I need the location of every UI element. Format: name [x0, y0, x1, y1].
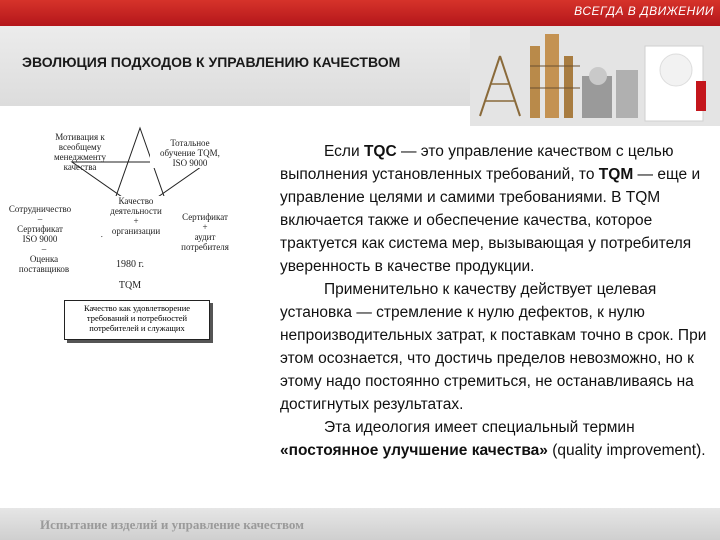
- training-label: Тотальное обучение TQM, ISO 9000: [150, 138, 230, 168]
- main-text: [280, 140, 710, 462]
- paragraph-zero-defects: Применительно к качеству действует целевая установка — стремление к нулю дефектов, к нулю непроизводительных затрат, к поставкам точно в срок. При этом осознается, что достичь пределов невозможно, но к этому надо постоянно стремиться, не останавливаясь на достигнутых результатах.: [280, 281, 707, 413]
- top-brand-bar: [0, 0, 720, 26]
- brand-slogan: ВСЕГДА В ДВИЖЕНИИ: [574, 4, 714, 18]
- paragraph-tqc-tqm: Если TQC — это управление качеством с целью выполнения установленных требований, то TQM — еще и управление целями и самими требованиями. В TQM включается также и обеспечение качества, которое трактуется как система мер, вызывающая у потребителя уверенность в качестве продукции.: [280, 143, 701, 275]
- supplier-rating-label: – Оценка поставщиков: [4, 244, 84, 274]
- cooperation-label: Сотрудничество – Сертификат ISO 9000: [0, 204, 80, 244]
- tqm-definition-box: Качество как удовлетворение требований и потребностей потребителей и служащих: [64, 300, 210, 340]
- center-label: Качество деятельности + организации: [96, 196, 176, 236]
- paragraph-continuous-improvement: Эта идеология имеет специальный термин «постоянное улучшение качества» (quality improvement).: [280, 419, 706, 459]
- motivation-label: Мотивация к всеобщему менеджменту качества: [53, 132, 106, 172]
- year-label: 1980 г.: [108, 260, 152, 270]
- footer-bar: [0, 508, 720, 540]
- footer-title: Испытание изделий и управление качеством: [40, 517, 305, 532]
- industrial-plant-illustration: [470, 26, 720, 126]
- certificate-audit-label: Сертификат + аудит потребителя: [170, 212, 240, 252]
- slide-title: ЭВОЛЮЦИЯ ПОДХОДОВ К УПРАВЛЕНИЮ КАЧЕСТВОМ: [22, 54, 401, 70]
- tqm-label: TQM: [118, 280, 142, 291]
